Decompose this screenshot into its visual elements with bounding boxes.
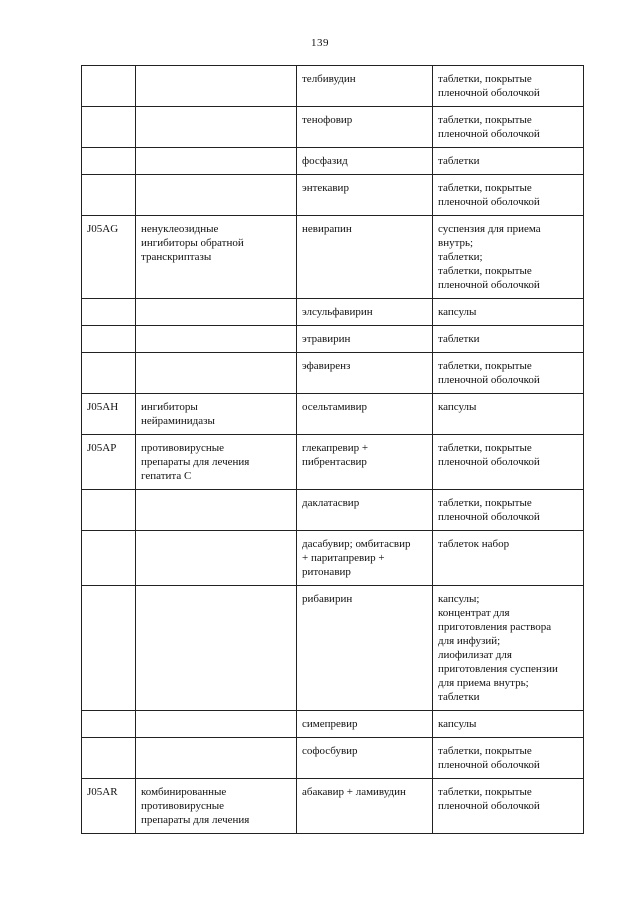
drug-name-cell: дасабувир; омбитасвир + паритапревир + ритонавир: [297, 531, 433, 586]
table-row: [82, 531, 584, 586]
dosage-form-cell: таблеток набор: [433, 531, 584, 586]
pharmacological-group-cell: [136, 586, 297, 711]
table-row: [82, 779, 584, 834]
dosage-form-cell: капсулы: [433, 711, 584, 738]
drug-name-cell: осельтамивир: [297, 394, 433, 435]
table-body: [82, 66, 584, 834]
atc-code-cell: [82, 148, 136, 175]
atc-code-cell: J05AG: [82, 216, 136, 299]
dosage-form-cell: таблетки: [433, 148, 584, 175]
dosage-form-cell: таблетки: [433, 326, 584, 353]
drug-name-cell: глекапревир + пибрентасвир: [297, 435, 433, 490]
dosage-form-cell: таблетки, покрытые пленочной оболочкой: [433, 353, 584, 394]
table-row: [82, 148, 584, 175]
table-row: [82, 66, 584, 107]
dosage-form-cell: таблетки, покрытые пленочной оболочкой: [433, 175, 584, 216]
pharmacological-group-cell: ингибиторы нейраминидазы: [136, 394, 297, 435]
pharmacological-group-cell: [136, 490, 297, 531]
page-number: 139: [311, 37, 329, 49]
table-row: [82, 490, 584, 531]
pharmacological-group-cell: комбинированные противовирусные препараты для лечения: [136, 779, 297, 834]
atc-code-cell: [82, 586, 136, 711]
atc-code-cell: [82, 531, 136, 586]
dosage-form-cell: таблетки, покрытые пленочной оболочкой: [433, 66, 584, 107]
atc-code-cell: [82, 299, 136, 326]
dosage-form-cell: таблетки, покрытые пленочной оболочкой: [433, 779, 584, 834]
drug-name-cell: софосбувир: [297, 738, 433, 779]
atc-code-cell: [82, 711, 136, 738]
table-row: [82, 711, 584, 738]
drug-name-cell: симепревир: [297, 711, 433, 738]
table-row: [82, 107, 584, 148]
drug-table: [81, 65, 584, 834]
drug-name-cell: даклатасвир: [297, 490, 433, 531]
pharmacological-group-cell: [136, 711, 297, 738]
atc-code-cell: [82, 66, 136, 107]
pharmacological-group-cell: [136, 107, 297, 148]
pharmacological-group-cell: [136, 299, 297, 326]
dosage-form-cell: капсулы; концентрат для приготовления раствора для инфузий; лиофилизат для приготовления суспензии для приема внутрь; таблетки: [433, 586, 584, 711]
table-row: [82, 216, 584, 299]
table-row: [82, 435, 584, 490]
dosage-form-cell: таблетки, покрытые пленочной оболочкой: [433, 490, 584, 531]
dosage-form-cell: суспензия для приема внутрь; таблетки; таблетки, покрытые пленочной оболочкой: [433, 216, 584, 299]
table-row: [82, 738, 584, 779]
atc-code-cell: J05AH: [82, 394, 136, 435]
pharmacological-group-cell: [136, 531, 297, 586]
pharmacological-group-cell: [136, 738, 297, 779]
table-row: [82, 299, 584, 326]
pharmacological-group-cell: [136, 66, 297, 107]
pharmacological-group-cell: [136, 148, 297, 175]
table-row: [82, 394, 584, 435]
pharmacological-group-cell: [136, 326, 297, 353]
atc-code-cell: [82, 353, 136, 394]
atc-code-cell: J05AP: [82, 435, 136, 490]
pharmacological-group-cell: [136, 175, 297, 216]
dosage-form-cell: таблетки, покрытые пленочной оболочкой: [433, 738, 584, 779]
table-row: [82, 586, 584, 711]
drug-name-cell: фосфазид: [297, 148, 433, 175]
atc-code-cell: [82, 738, 136, 779]
atc-code-cell: J05AR: [82, 779, 136, 834]
dosage-form-cell: капсулы: [433, 394, 584, 435]
pharmacological-group-cell: [136, 353, 297, 394]
drug-name-cell: тенофовир: [297, 107, 433, 148]
atc-code-cell: [82, 326, 136, 353]
dosage-form-cell: капсулы: [433, 299, 584, 326]
dosage-form-cell: таблетки, покрытые пленочной оболочкой: [433, 435, 584, 490]
drug-name-cell: абакавир + ламивудин: [297, 779, 433, 834]
drug-name-cell: энтекавир: [297, 175, 433, 216]
drug-name-cell: элсульфавирин: [297, 299, 433, 326]
atc-code-cell: [82, 490, 136, 531]
table-row: [82, 175, 584, 216]
drug-name-cell: невирапин: [297, 216, 433, 299]
atc-code-cell: [82, 175, 136, 216]
pharmacological-group-cell: ненуклеозидные ингибиторы обратной транскриптазы: [136, 216, 297, 299]
drug-name-cell: телбивудин: [297, 66, 433, 107]
dosage-form-cell: таблетки, покрытые пленочной оболочкой: [433, 107, 584, 148]
table-row: [82, 353, 584, 394]
drug-name-cell: эфавиренз: [297, 353, 433, 394]
drug-name-cell: рибавирин: [297, 586, 433, 711]
drug-name-cell: этравирин: [297, 326, 433, 353]
table-row: [82, 326, 584, 353]
atc-code-cell: [82, 107, 136, 148]
pharmacological-group-cell: противовирусные препараты для лечения гепатита С: [136, 435, 297, 490]
